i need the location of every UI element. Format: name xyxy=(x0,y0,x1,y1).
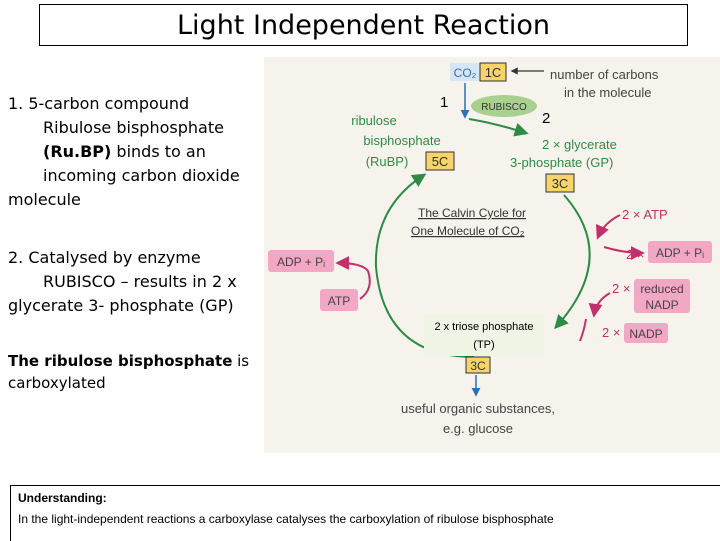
nadph-prefix: 2 × xyxy=(612,281,631,296)
reduced-label: reduced xyxy=(640,282,684,296)
bisphosphate-label: bisphosphate xyxy=(363,133,441,148)
nadp-out-label: NADP xyxy=(629,327,663,341)
number-of-carbons-label: number of carbons xyxy=(550,67,659,82)
point-1-text xyxy=(8,92,253,212)
atp-in-prefix: 2 × ATP xyxy=(622,207,668,222)
adp-out-prefix: 2 × xyxy=(626,247,645,262)
step-marker-2: 2 xyxy=(542,110,551,127)
p2-line2: RUBISCO – results in 2 x xyxy=(43,272,237,291)
calvin-cycle-svg xyxy=(264,57,720,453)
p1-line5: molecule xyxy=(8,190,81,209)
p3-bold: The ribulose bisphosphate xyxy=(8,352,233,370)
gp-to-tp-arrow xyxy=(556,195,590,327)
p1-line4: incoming carbon dioxide xyxy=(43,166,240,185)
tp-line2: (TP) xyxy=(473,339,495,351)
gp-line1: 2 × glycerate xyxy=(542,137,617,152)
point-2-text xyxy=(8,246,258,318)
p1-line2: Ribulose bisphosphate xyxy=(43,118,224,137)
p1-line1: 1. 5-carbon compound xyxy=(8,94,190,113)
p3-line2: carboxylated xyxy=(8,374,106,392)
p1-line3: binds to an xyxy=(111,142,206,161)
rubp-to-gp-arrow xyxy=(469,119,526,133)
co2-label: CO₂ xyxy=(453,66,477,80)
calvin-title-line2: One Molecule of CO₂ xyxy=(411,224,525,238)
slide-title: Light Independent Reaction xyxy=(39,4,688,46)
adp-left-label: ADP + Pᵢ xyxy=(276,255,326,269)
calvin-cycle-diagram xyxy=(264,57,720,453)
gp-carbon-count: 3C xyxy=(551,176,569,191)
p2-line1: 2. Catalysed by enzyme xyxy=(8,248,201,267)
gp-line2: 3-phosphate (GP) xyxy=(510,155,614,170)
rubp-carbon-count: 5C xyxy=(431,154,449,169)
rubp-label: (RuBP) xyxy=(365,154,409,169)
reduced-nadp-label: NADP xyxy=(645,298,679,312)
understanding-text: In the light-independent reactions a carboxylase catalyses the carboxylation of ribulose bisphosphate xyxy=(18,512,554,526)
nadph-consumed-arrow xyxy=(594,293,610,315)
p2-line3: glycerate 3- phosphate (GP) xyxy=(8,296,234,315)
atp-left-label: ATP xyxy=(327,294,351,308)
adp-out-label: ADP + Pᵢ xyxy=(655,246,705,260)
tp-carbon-count: 3C xyxy=(470,359,486,373)
co2-carbon-count: 1C xyxy=(484,65,502,80)
rubisco-label: RUBISCO xyxy=(481,102,527,113)
p1-rubp-abbr: (Ru.BP) xyxy=(43,142,112,161)
useful-line2: e.g. glucose xyxy=(442,421,514,436)
understanding-heading: Understanding: xyxy=(18,491,107,505)
carboxylated-note xyxy=(8,350,253,394)
atp-consumed-arrow xyxy=(598,215,620,237)
nadp-release-curve xyxy=(580,319,586,341)
step-marker-1: 1 xyxy=(440,94,449,111)
calvin-title-line1: The Calvin Cycle for xyxy=(418,206,527,220)
ribulose-label: ribulose xyxy=(351,113,397,128)
useful-line1: useful organic substances, xyxy=(401,401,555,416)
understanding-box xyxy=(10,485,720,541)
p3-rest: is xyxy=(232,352,250,370)
nadp-out-prefix: 2 × xyxy=(602,325,621,340)
tp-line1: 2 x triose phosphate xyxy=(434,321,534,333)
in-the-molecule-label: in the molecule xyxy=(564,85,652,100)
